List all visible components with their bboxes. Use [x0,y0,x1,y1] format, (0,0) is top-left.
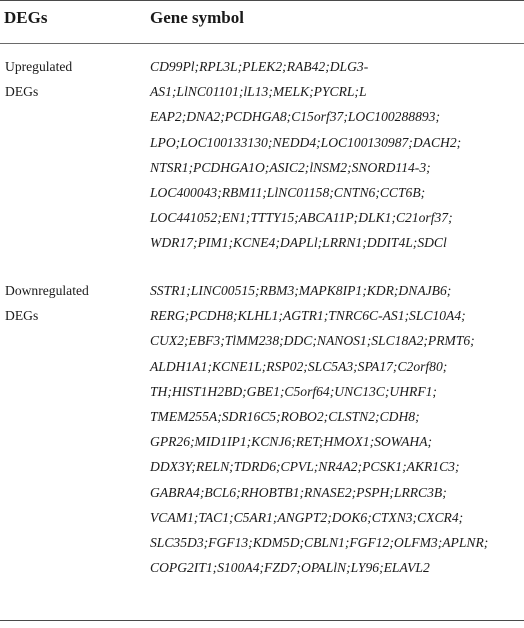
table-bottom-rule [0,620,524,621]
gene-line: EAP2;DNA2;PCDHGA8;C15orf37;LOC100288893; [150,109,440,125]
gene-line: LOC441052;EN1;TTTY15;ABCA11P;DLK1;C21orf37; [150,210,453,226]
downregulated-gene-list [150,278,522,580]
gene-line: CD99Pl;RPL3L;PLEK2;RAB42;DLG3- [150,59,369,74]
gene-line: GABRA4;BCL6;RHOBTB1;RNASE2;PSPH;LRRC3B; [150,484,447,500]
gene-line: TH;HIST1H2BD;GBE1;C5orf64;UNC13C;UHRF1; [150,383,437,399]
table-top-rule [0,0,524,1]
gene-line: CUX2;EBF3;TlMM238;DDC;NANOS1;SLC18A2;PRMT6; [150,333,475,349]
gene-line: SSTR1;LINC00515;RBM3;MAPK8IP1;KDR;DNAJB6; [150,283,452,298]
gene-line: DDX3Y;RELN;TDRD6;CPVL;NR4A2;PCSK1;AKR1C3; [150,459,460,475]
gene-line: LPO;LOC100133130;NEDD4;LOC100130987;DACH2; [150,134,462,150]
upregulated-gene-list [150,54,522,256]
row-label-upregulated: Upregulated DEGs [5,59,73,100]
gene-line: SLC35D3;FGF13;KDM5D;CBLN1;FGF12;OLFM3;APLNR; [150,535,489,551]
gene-line: TMEM255A;SDR16C5;ROBO2;CLSTN2;CDH8; [150,409,420,425]
column-header-gene-symbol: Gene symbol [150,8,244,27]
gene-line: ALDH1A1;KCNE1L;RSP02;SLC5A3;SPA17;C2orf80; [150,358,448,374]
row-label-downregulated: Downregulated DEGs [5,283,89,324]
gene-line: VCAM1;TAC1;C5AR1;ANGPT2;DOK6;CTXN3;CXCR4; [150,509,464,525]
header-divider-rule [0,43,524,44]
gene-line: LOC400043;RBM11;LlNC01158;CNTN6;CCT6B; [150,185,426,201]
gene-line: COPG2IT1;S100A4;FZD7;OPALlN;LY96;ELAVL2 [150,560,430,576]
gene-line: RERG;PCDH8;KLHL1;AGTR1;TNRC6C-AS1;SLC10A4; [150,308,466,324]
gene-line: WDR17;PIM1;KCNE4;DAPLl;LRRN1;DDIT4L;SDCl [150,235,447,251]
gene-line: NTSR1;PCDHGA1O;ASIC2;lNSM2;SNORD114-3; [150,159,431,175]
gene-line: AS1;LlNC01101;lL13;MELK;PYCRL;L [150,84,367,100]
column-header-degs: DEGs [4,8,48,27]
gene-line: GPR26;MID1IP1;KCNJ6;RET;HMOX1;SOWAHA; [150,434,433,450]
